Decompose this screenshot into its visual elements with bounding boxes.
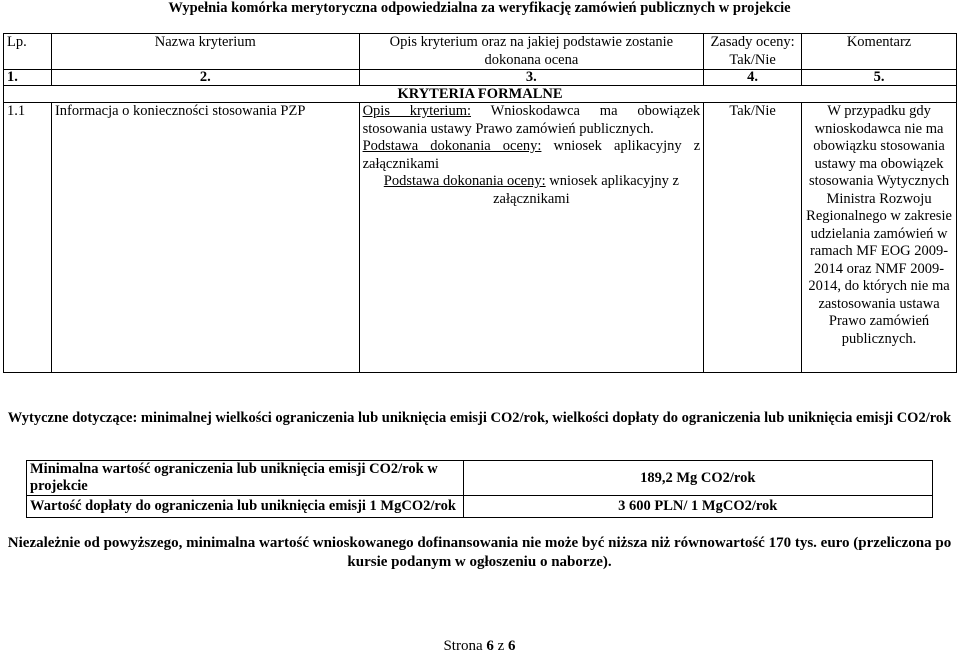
column-number: 3. <box>359 70 704 86</box>
desc-text: wniosek aplikacyjny z załącznikami <box>362 138 701 172</box>
footer-prefix: Strona <box>443 638 487 654</box>
funding-notice: Niezależnie od powyższego, minimalna wartość wnioskowanego dofinansowania nie może być niższa niż równowartość 170 tys. euro (przeliczona po kursie podanym w ogłoszeniu o naborze). <box>7 535 952 570</box>
criteria-header-row <box>4 34 957 70</box>
column-number: 5. <box>802 70 957 86</box>
emission-value: 189,2 Mg CO2/rok <box>463 461 932 496</box>
emission-value: 3 600 PLN/ 1 MgCO2/rok <box>463 496 932 518</box>
header-lp: Lp. <box>4 34 52 70</box>
column-number: 1. <box>4 70 52 86</box>
emission-table <box>26 460 933 518</box>
row-rules: Tak/Nie <box>704 103 802 373</box>
column-number-row <box>4 70 957 86</box>
desc-label: Opis kryterium: <box>362 103 472 119</box>
section-title: KRYTERIA FORMALNE <box>4 86 957 103</box>
desc-label: Podstawa dokonania oceny: <box>383 173 546 189</box>
emission-row <box>27 461 933 496</box>
desc-label: Podstawa dokonania oceny: <box>362 138 542 154</box>
row-lp: 1.1 <box>4 103 52 373</box>
page-footer <box>0 638 959 654</box>
footer-page-total: 6 <box>508 638 516 654</box>
desc-text: Wnioskodawca ma obowiązek stosowania ustawy Prawo zamówień publicznych. <box>362 103 701 137</box>
desc-criterion <box>363 103 701 138</box>
header-rules: Zasady oceny: Tak/Nie <box>704 34 802 70</box>
desc-text: wniosek aplikacyjny z załącznikami <box>493 173 679 207</box>
document-heading: Wypełnia komórka merytoryczna odpowiedzialna za weryfikację zamówień publicznych w projekcie <box>168 0 791 16</box>
row-comment: W przypadku gdy wnioskodawca nie ma obowiązku stosowania ustawy ma obowiązek stosowania Wytycznych Ministra Rozwoju Regionalnego w zakresie udzielania zamówień w ramach MF EOG 2009-2014 oraz NMF 2009-2014, do których nie ma zastosowania ustawa Prawo zamówień publicznych. <box>802 103 957 373</box>
section-row <box>4 86 957 103</box>
emission-label: Wartość dopłaty do ograniczenia lub uniknięcia emisji 1 MgCO2/rok <box>27 496 464 518</box>
row-name: Informacja o konieczności stosowania PZP <box>51 103 359 373</box>
emission-label: Minimalna wartość ograniczenia lub uniknięcia emisji CO2/rok w projekcie <box>27 461 464 496</box>
header-name: Nazwa kryterium <box>51 34 359 70</box>
row-description <box>359 103 704 373</box>
footer-middle: z <box>493 638 509 654</box>
column-number: 2. <box>51 70 359 86</box>
guidelines-heading: Wytyczne dotyczące: minimalnej wielkości ograniczenia lub uniknięcia emisji CO2/rok, wielkości dopłaty do ograniczenia lub uniknięcia emisji CO2/rok <box>7 410 952 426</box>
desc-basis <box>363 138 701 173</box>
column-number: 4. <box>704 70 802 86</box>
header-desc: Opis kryterium oraz na jakiej podstawie zostanie dokonana ocena <box>359 34 704 70</box>
footer-page-number: 6 <box>486 638 494 654</box>
criteria-table <box>3 33 957 373</box>
criteria-row <box>4 103 957 373</box>
emission-row <box>27 496 933 518</box>
header-comment: Komentarz <box>802 34 957 70</box>
desc-basis <box>363 173 701 208</box>
